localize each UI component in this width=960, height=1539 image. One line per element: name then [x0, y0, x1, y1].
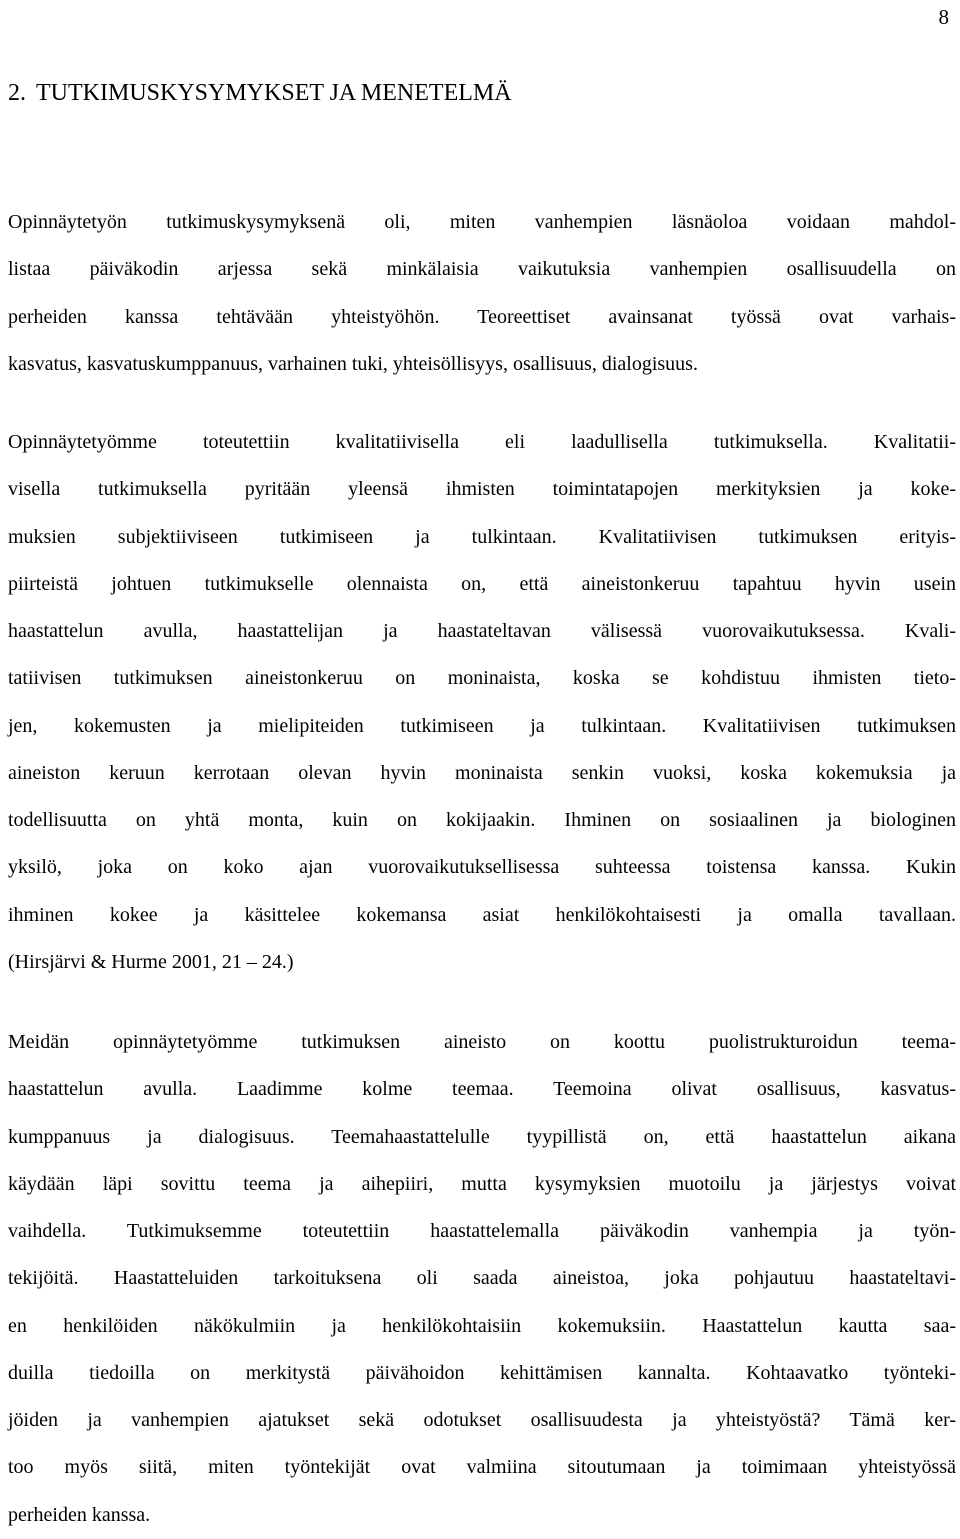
citation-line: (Hirsjärvi & Hurme 2001, 21 – 24.) [8, 950, 294, 973]
text-line: tatiivisen tutkimuksen aineistonkeruu on moninaista, koska se kohdistuu ihmisten tieto- [8, 667, 956, 690]
text-line: en henkilöiden näkökulmiin ja henkilökohtaisiin kokemuksiin. Haastattelun kautta saa- [8, 1314, 956, 1337]
text-line: vaihdella. Tutkimuksemme toteutettiin haastattelemalla päiväkodin vanhempia ja työn- [8, 1220, 956, 1242]
text-line: piirteistä johtuen tutkimukselle olennaista on, että aineistonkeruu tapahtuu hyvin usein [8, 572, 956, 595]
text-line: yksilö, joka on koko ajan vuorovaikutuksellisessa suhteessa toistensa kanssa. Kukin [8, 856, 956, 879]
text-line: Opinnäytetyön tutkimuskysymyksenä oli, miten vanhempien läsnäoloa voidaan mahdol- [8, 211, 956, 233]
text-line: tekijöitä. Haastatteluiden tarkoituksena oli saada aineistoa, joka pohjautuu haastateltavi- [8, 1267, 956, 1290]
text-line: kasvatus, kasvatuskumppanuus, varhainen tuki, yhteisöllisyys, osallisuus, dialogisuus. [8, 352, 698, 375]
text-line: kumppanuus ja dialogisuus. Teemahaastattelulle tyypillistä on, että haastattelun aikana [8, 1125, 956, 1148]
text-line: haastattelun avulla. Laadimme kolme teemaa. Teemoina olivat osallisuus, kasvatus- [8, 1078, 956, 1101]
text-line: aineiston keruun kerrotaan olevan hyvin moninaista senkin vuoksi, koska kokemuksia ja [8, 761, 956, 784]
page-number: 8 [938, 5, 949, 29]
text-line: perheiden kanssa tehtävään yhteistyöhön. Teoreettiset avainsanat työssä ovat varhais- [8, 305, 956, 328]
text-line: Meidän opinnäytetyömme tutkimuksen aineisto on koottu puolistrukturoidun teema- [8, 1031, 956, 1053]
text-line: listaa päiväkodin arjessa sekä minkälaisia vaikutuksia vanhempien osallisuudella on [8, 258, 956, 281]
text-line: visella tutkimuksella pyritään yleensä ihmisten toimintatapojen merkityksien ja koke- [8, 478, 956, 501]
text-line: haastattelun avulla, haastattelijan ja haastateltavan välisessä vuorovaikutuksessa. Kvali- [8, 620, 956, 642]
section-heading [8, 75, 512, 111]
text-line: käydään läpi sovittu teema ja aihepiiri, mutta kysymyksien muotoilu ja järjestys voivat [8, 1172, 956, 1195]
section-title: TUTKIMUSKYSYMYKSET JA MENETELMÄ [36, 80, 512, 106]
paragraph-thematic-interview [8, 1019, 956, 1539]
text-line: perheiden kanssa. [8, 1503, 151, 1526]
text-line: ihminen kokee ja käsittelee kokemansa asiat henkilökohtaisesti ja omalla tavallaan. [8, 903, 956, 926]
text-line: duilla tiedoilla on merkitystä päivähoidon kehittämisen kannalta. Kohtaavatko työnteki- [8, 1361, 956, 1384]
text-line: jöiden ja vanhempien ajatukset sekä odotukset osallisuudesta ja yhteistyöstä? Tämä ker- [8, 1409, 956, 1431]
paragraph-qualitative-method [8, 419, 956, 986]
text-line: jen, kokemusten ja mielipiteiden tutkimiseen ja tulkintaan. Kvalitatiivisen tutkimuksen [8, 714, 956, 737]
text-line: Opinnäytetyömme toteutettiin kvalitatiivisella eli laadullisella tutkimuksella. Kvalitatii- [8, 431, 956, 453]
section-number: 2. [8, 80, 26, 106]
text-line: todellisuutta on yhtä monta, kuin on kokijaakin. Ihminen on sosiaalinen ja biologinen [8, 809, 956, 831]
text-line: too myös siitä, miten työntekijät ovat valmiina sitoutumaan ja toimimaan yhteistyössä [8, 1456, 956, 1479]
text-line: muksien subjektiiviseen tutkimiseen ja tulkintaan. Kvalitatiivisen tutkimuksen erityis- [8, 525, 956, 548]
paragraph-research-questions [8, 199, 956, 388]
